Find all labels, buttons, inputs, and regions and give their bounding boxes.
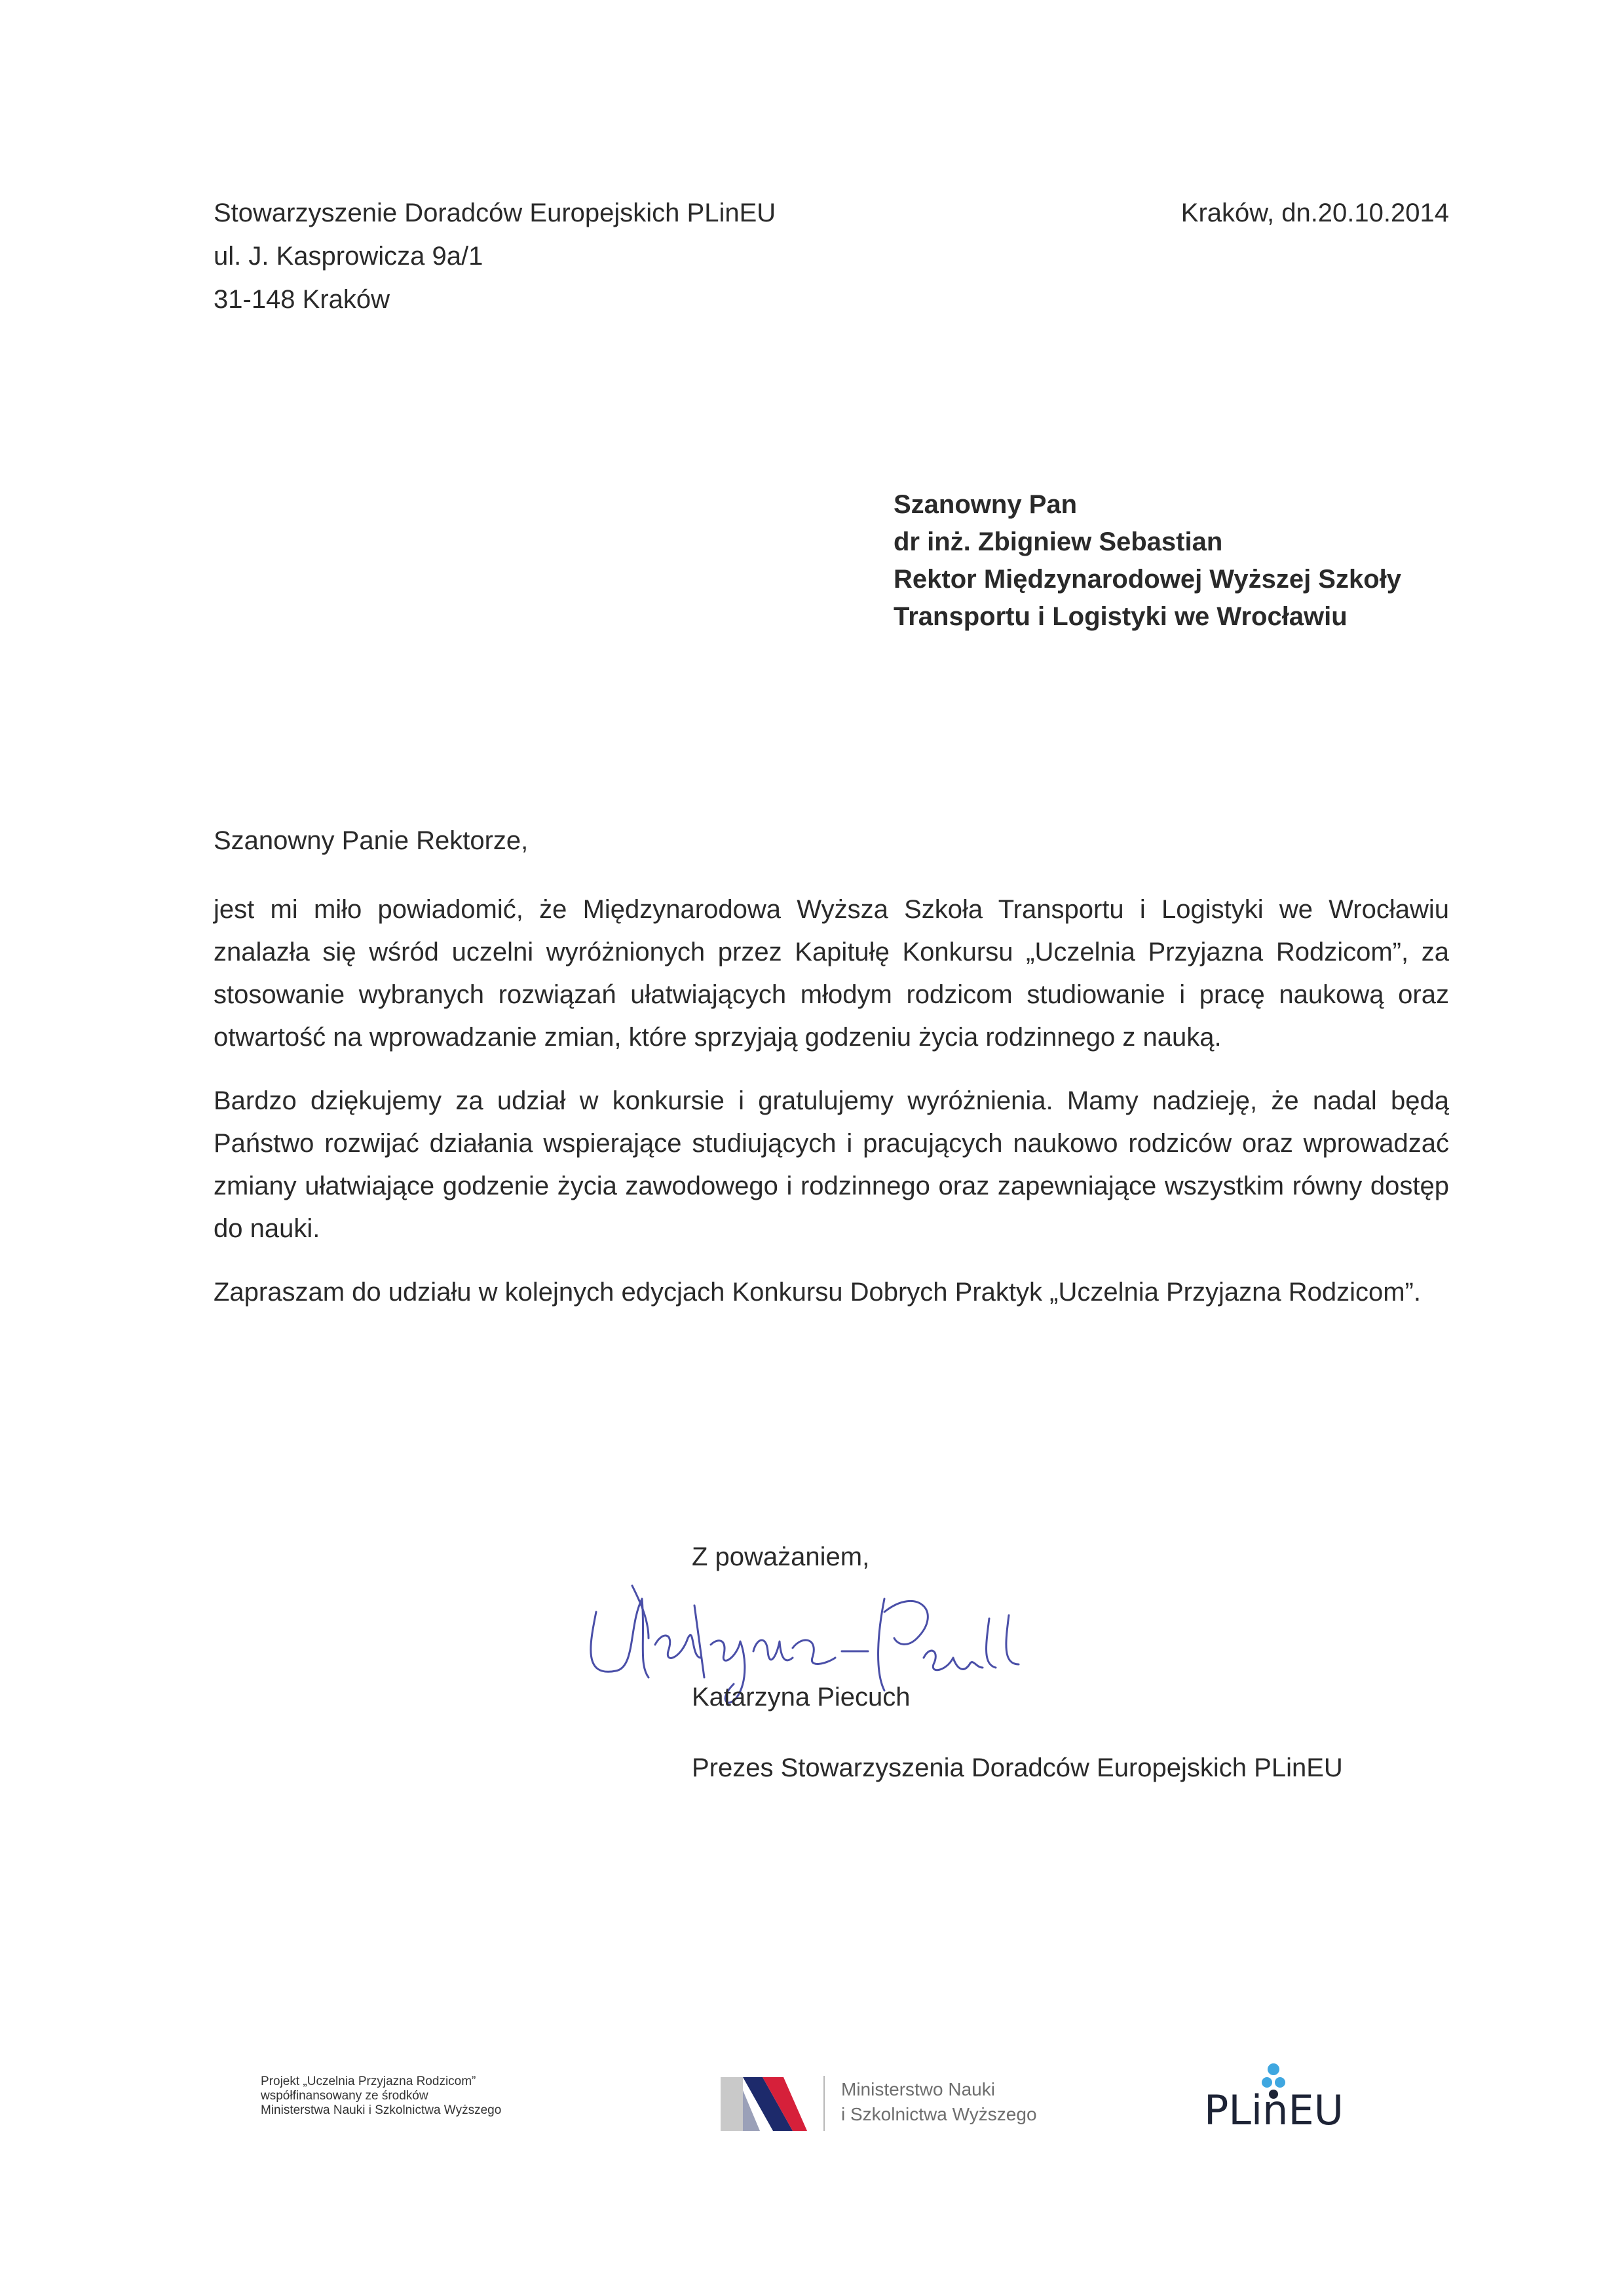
sender-name: Stowarzyszenie Doradców Europejskich PLinEU (214, 199, 776, 227)
footer-project-line-2: współfinansowany ze środków (261, 2089, 428, 2103)
footer-project-line-3: Ministerstwa Nauki i Szkolnictwa Wyższego (261, 2103, 502, 2117)
letter-date: Kraków, dn.20.10.2014 (1180, 199, 1449, 227)
recipient-line-1: Szanowny Pan (894, 490, 1078, 519)
signer-name: Katarzyna Piecuch (692, 1683, 911, 1712)
ministry-name (841, 2077, 1037, 2127)
footer-project-line-1: Projekt „Uczelnia Przyjazna Rodzicom” (261, 2075, 476, 2088)
ministry-divider (823, 2076, 825, 2131)
plineu-wordmark: PLinEU (1204, 2086, 1344, 2132)
plineu-logo-icon (1199, 2060, 1382, 2132)
footer-project-note (261, 2075, 501, 2118)
signer-title: Prezes Stowarzyszenia Doradców Europejskich PLinEU (692, 1753, 1343, 1782)
ministry-name-line-2: i Szkolnictwa Wyższego (841, 2104, 1037, 2124)
body-paragraph-1: jest mi miło powiadomić, że Międzynarodowa Wyższa Szkoła Transportu i Logistyki we Wrocławiu znalazła się wśród uczelni wyróżnionych przez Kapitułę Konkursu „Uczelnia Przyjazna Rodzicom”, za stosowanie wybranych rozwiązań ułatwiających młodym rodzicom studiowanie i pracę naukową oraz otwartość na wprowadzanie zmian, które sprzyjają godzeniu życia rodzinnego z nauką. (214, 895, 1449, 1052)
sender-street: ul. J. Kasprowicza 9a/1 (214, 242, 483, 271)
closing: Z poważaniem, (692, 1542, 870, 1571)
recipient-line-3: Rektor Międzynarodowej Wyższej Szkoły (894, 565, 1402, 594)
recipient-line-2: dr inż. Zbigniew Sebastian (894, 527, 1223, 556)
body-paragraph-3: Zapraszam do udziału w kolejnych edycjach Konkursu Dobrych Praktyk „Uczelnia Przyjazna Rodzicom”. (214, 1278, 1421, 1307)
ministry-name-line-1: Ministerstwo Nauki (841, 2079, 995, 2099)
body-paragraph-2: Bardzo dziękujemy za udział w konkursie i gratulujemy wyróżnienia. Mamy nadzieję, że nadal będą Państwo rozwijać działania wspierające studiujących i pracujących naukowo rodziców oraz wprowadzać zmiany ułatwiające godzenie życia zawodowego i rodzinnego oraz zapewniające wszystkim równy dostęp do nauki. (214, 1086, 1449, 1243)
ministry-logo-icon (721, 2077, 807, 2131)
recipient-line-4: Transportu i Logistyki we Wrocławiu (894, 602, 1348, 631)
sender-city: 31-148 Kraków (214, 285, 390, 314)
letter-body (214, 889, 1449, 1335)
recipient-address (894, 486, 1401, 636)
salutation: Szanowny Panie Rektorze, (214, 826, 529, 855)
sender-address (214, 191, 776, 321)
